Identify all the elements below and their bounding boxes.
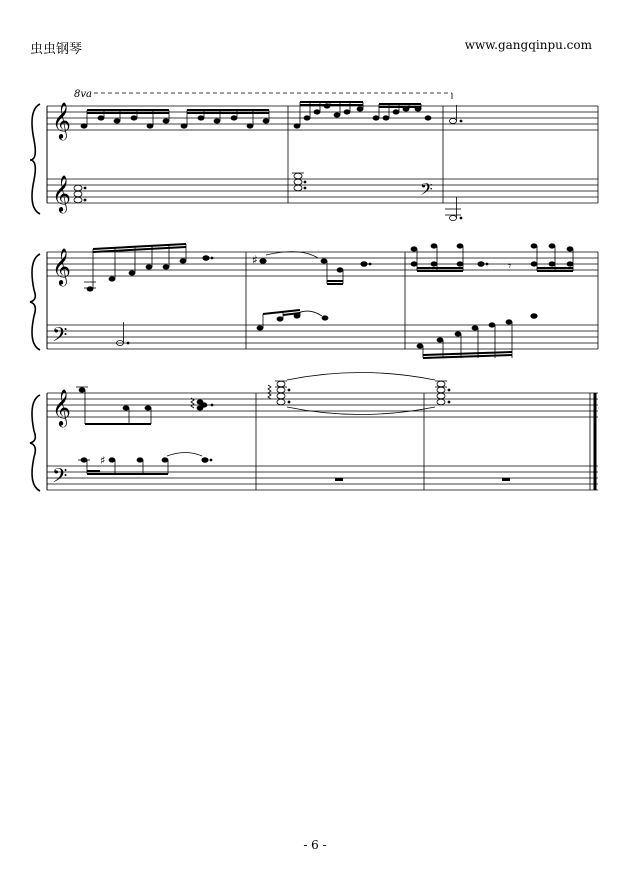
tied-chord bbox=[268, 373, 450, 415]
treble-staff bbox=[47, 393, 598, 417]
system-1 bbox=[30, 89, 598, 221]
treble-clef-lower: 𝄞 bbox=[52, 174, 71, 212]
tie bbox=[266, 252, 318, 258]
m1-chord bbox=[74, 185, 86, 203]
lower-staff bbox=[47, 179, 598, 203]
rest: 𝄾 bbox=[508, 259, 512, 273]
system-3 bbox=[30, 373, 598, 493]
sharp-sign: ♯ bbox=[252, 253, 258, 267]
brace bbox=[30, 395, 40, 491]
m2-chord bbox=[292, 173, 306, 191]
bass-clef: 𝄢 bbox=[52, 323, 68, 351]
whole-rest bbox=[502, 478, 510, 481]
m3-low-note bbox=[445, 197, 462, 221]
bass-staff bbox=[47, 466, 598, 490]
sharp-sign: ♯ bbox=[100, 454, 106, 467]
m6-notes bbox=[411, 244, 573, 267]
ottava-mark: 8va bbox=[74, 89, 92, 100]
m4-notes bbox=[87, 256, 209, 292]
brace bbox=[30, 104, 40, 214]
m3-note bbox=[450, 119, 457, 124]
treble-clef: 𝄞 bbox=[52, 101, 71, 139]
brace bbox=[30, 254, 40, 350]
treble-clef: 𝄞 bbox=[52, 388, 71, 426]
bass-staff bbox=[47, 325, 598, 349]
arpeggio bbox=[268, 385, 271, 399]
whole-rest bbox=[335, 478, 343, 481]
system-2 bbox=[30, 244, 598, 358]
site-url[interactable]: www.gangqinpu.com bbox=[464, 38, 592, 52]
bass-clef-change: 𝄢 bbox=[420, 179, 433, 203]
arpeggio bbox=[191, 398, 194, 408]
bass-clef: 𝄢 bbox=[52, 464, 68, 492]
site-name: 虫虫钢琴 bbox=[30, 42, 83, 57]
page-number: - 6 - bbox=[303, 838, 327, 852]
treble-clef: 𝄞 bbox=[52, 247, 71, 285]
